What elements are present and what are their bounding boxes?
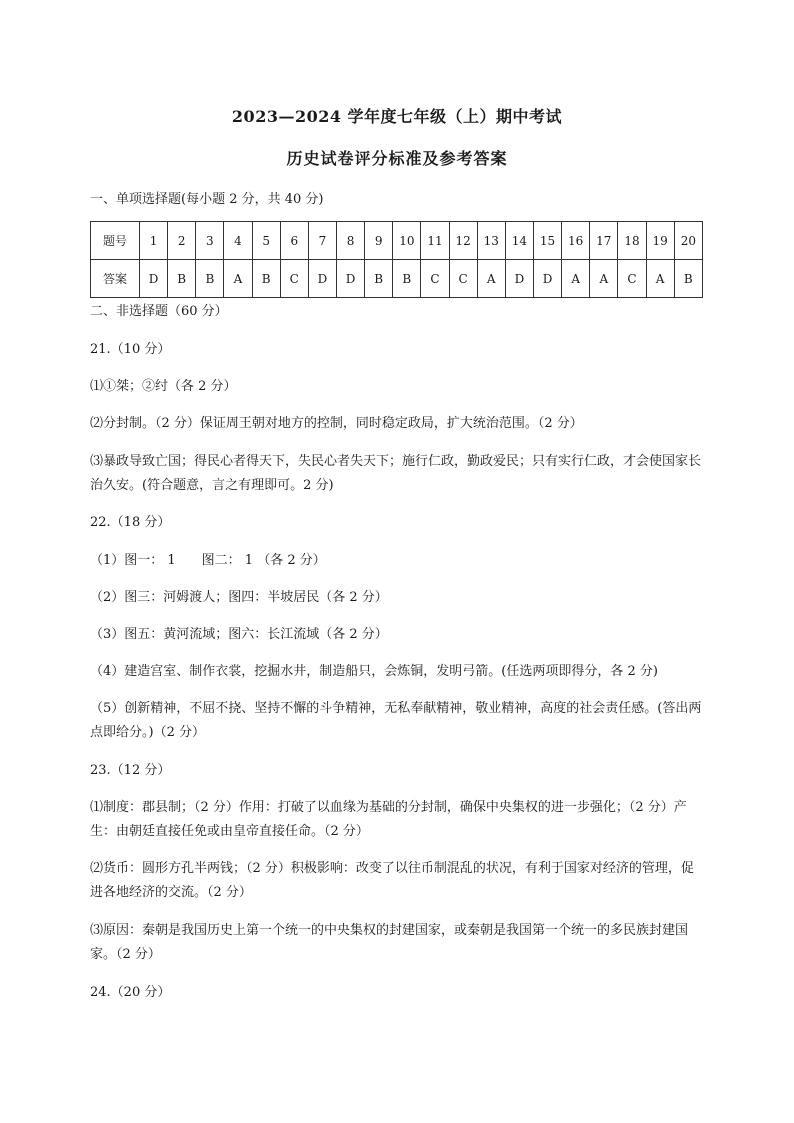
row-label-answer: 答案	[91, 260, 140, 298]
question-number: 12	[449, 222, 477, 260]
answer-cell: D	[505, 260, 533, 298]
q21-part1: ⑴①桀；②纣（各 2 分）	[90, 379, 237, 394]
answer-cell: B	[196, 260, 224, 298]
answer-cell: B	[393, 260, 421, 298]
exam-title: 2023—2024 学年度七年级（上）期中考试	[231, 107, 563, 126]
q23-part3: ⑶原因：秦朝是我国历史上第一个统一的中央集权的封建国家，或秦朝是我国第一个统一的多民族封建国家。（2 分）	[90, 923, 689, 962]
q23-part2: ⑵货币：圆形方孔半两钱；（2 分）积极影响：改变了以往币制混乱的状况，有利于国家对经济的管理，促进各地经济的交流。（2 分）	[90, 861, 694, 900]
question-number: 1	[140, 222, 168, 260]
question-number: 4	[224, 222, 252, 260]
question-number: 13	[477, 222, 505, 260]
answer-cell: A	[224, 260, 252, 298]
answer-cell: B	[674, 260, 702, 298]
answer-cell: C	[421, 260, 449, 298]
question-number: 7	[308, 222, 336, 260]
q21-part3: ⑶暴政导致亡国；得民心者得天下，失民心者失天下；施行仁政，勤政爱民；只有实行仁政，才会使国家长治久安。(符合题意，言之有理即可。2 分)	[90, 454, 702, 493]
question-number: 6	[280, 222, 308, 260]
question-number: 15	[533, 222, 561, 260]
question-number: 2	[168, 222, 196, 260]
q21-header: 21.（10 分）	[90, 342, 171, 357]
answer-cell: B	[365, 260, 393, 298]
answer-cell: D	[308, 260, 336, 298]
answer-cell: A	[646, 260, 674, 298]
answer-cell: C	[618, 260, 646, 298]
answer-table	[90, 221, 703, 298]
question-number: 16	[562, 222, 590, 260]
question-number: 18	[618, 222, 646, 260]
q22-part5: （5）创新精神，不屈不挠、坚持不懈的斗争精神，无私奉献精神，敬业精神，高度的社会责任感。(答出两点即给分。)（2 分）	[90, 701, 702, 740]
q22-part3: （3）图五：黄河流域；图六：长江流域（各 2 分）	[90, 627, 388, 642]
question-number: 10	[393, 222, 421, 260]
q23-header: 23.（12 分）	[90, 763, 171, 778]
question-number: 20	[674, 222, 702, 260]
question-number: 5	[252, 222, 280, 260]
q24-header: 24.（20 分）	[90, 985, 171, 1000]
answer-cell: B	[168, 260, 196, 298]
question-number: 9	[365, 222, 393, 260]
answer-cell: A	[477, 260, 505, 298]
question-number: 8	[336, 222, 364, 260]
question-number-row	[91, 222, 703, 260]
q22-part1: （1）图一： 1 图二： 1 （各 2 分）	[90, 553, 326, 568]
answer-cell: C	[449, 260, 477, 298]
q22-header: 22.（18 分）	[90, 515, 171, 530]
q22-part4: （4）建造宫室、制作衣裳，挖掘水井，制造船只，会炼铜，发明弓箭。(任选两项即得分，各 2 分)	[90, 664, 658, 679]
question-number: 11	[421, 222, 449, 260]
question-number: 19	[646, 222, 674, 260]
q21-part2: ⑵分封制。（2 分）保证周王朝对地方的控制，同时稳定政局，扩大统治范围。（2 分）	[90, 416, 583, 431]
answer-cell: C	[280, 260, 308, 298]
answer-cell: A	[590, 260, 618, 298]
question-number: 14	[505, 222, 533, 260]
answer-row	[91, 260, 703, 298]
question-number: 17	[590, 222, 618, 260]
row-label-question: 题号	[91, 222, 140, 260]
section1-heading: 一、单项选择题(每小题 2 分，共 40 分)	[90, 192, 324, 207]
section2-heading: 二、非选择题（60 分）	[90, 304, 228, 319]
q22-part2: （2）图三：河姆渡人；图四：半坡居民（各 2 分）	[90, 590, 388, 605]
question-number: 3	[196, 222, 224, 260]
answer-cell: D	[336, 260, 364, 298]
q23-part1: ⑴制度：郡县制；（2 分）作用：打破了以血缘为基础的分封制，确保中央集权的进一步强化；（2 分）产生：由朝廷直接任免或由皇帝直接任命。（2 分）	[90, 800, 687, 839]
answer-cell: A	[562, 260, 590, 298]
answer-cell: D	[533, 260, 561, 298]
answer-cell: B	[252, 260, 280, 298]
exam-subtitle: 历史试卷评分标准及参考答案	[286, 149, 508, 168]
answer-cell: D	[140, 260, 168, 298]
